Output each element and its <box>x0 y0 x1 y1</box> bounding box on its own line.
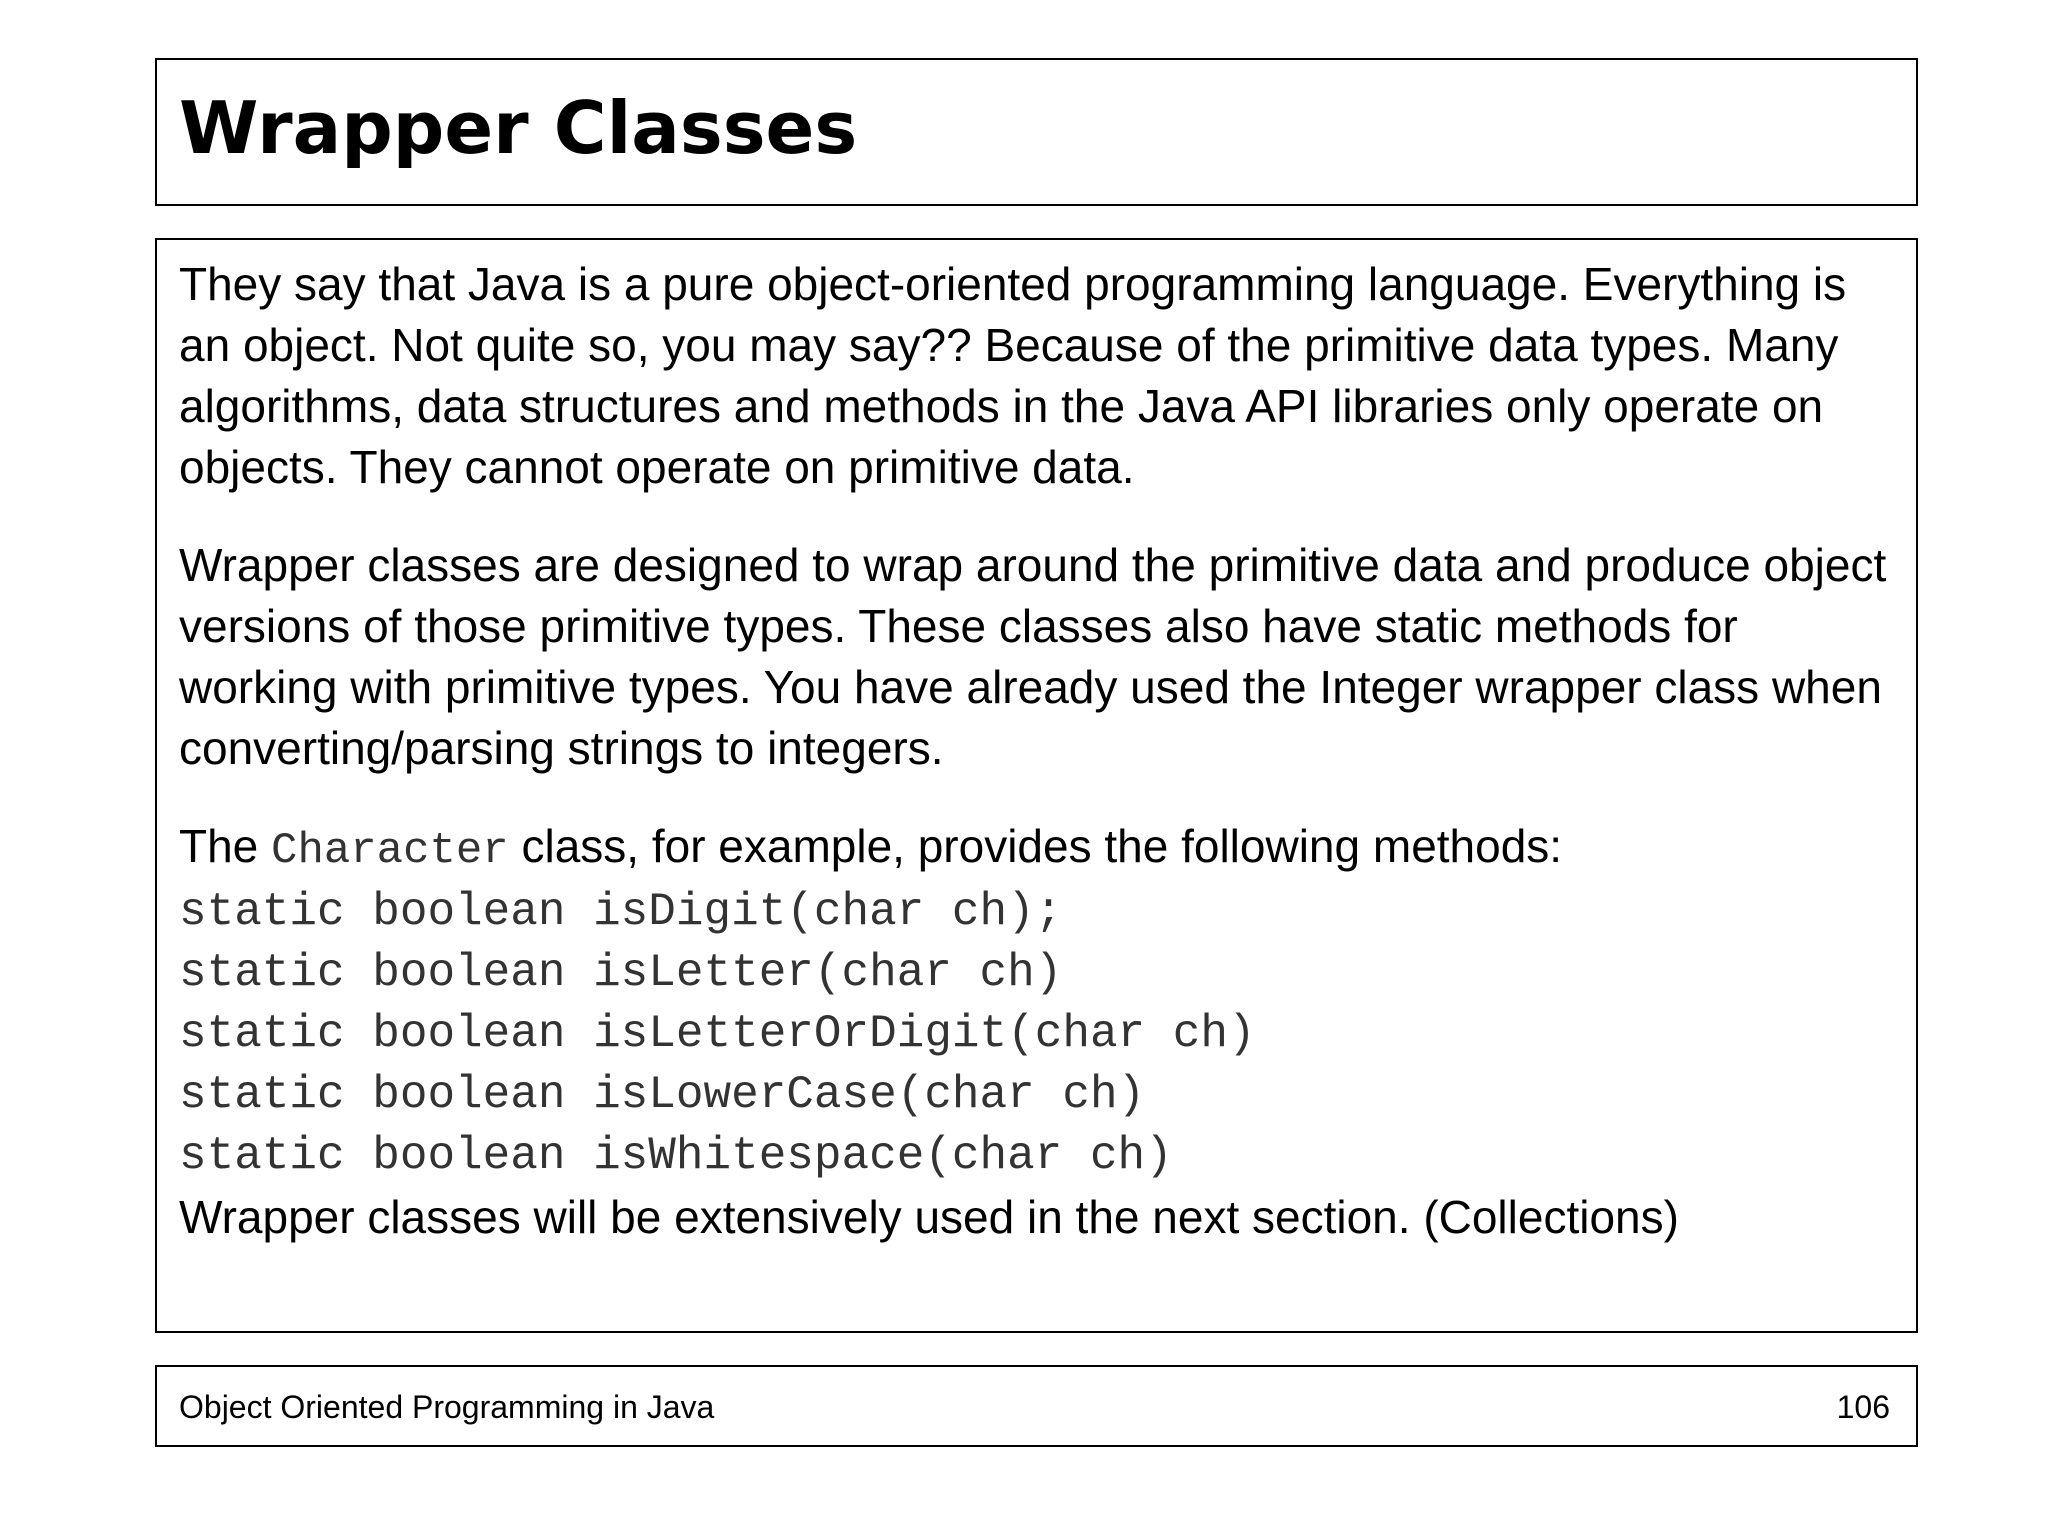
paragraph-java-objects: They say that Java is a pure object-oriented programming language. Everything is an object. Not quite so, you may say?? Because of the primitive data types. Many algorithms, data structures and methods in the Java API libraries only operate on objects. They cannot operate on primitive data. <box>179 258 1847 493</box>
paragraph-wrapper-classes: Wrapper classes are designed to wrap around the primitive data and produce object versions of those primitive types. These classes also have static methods for working with primitive types. You have already used the Integer wrapper class when converting/parsing strings to integers. <box>179 539 1887 774</box>
content-box <box>155 238 1918 1333</box>
slide-title: Wrapper Classes <box>179 86 858 170</box>
method-is-letter-or-digit: static boolean isLetterOrDigit(char ch) <box>179 1008 1256 1060</box>
intro-text-before: The <box>179 820 272 872</box>
footer-box <box>155 1365 1918 1447</box>
footer-course-title: Object Oriented Programming in Java <box>179 1389 715 1425</box>
intro-text-after: class, for example, provides the following methods: <box>508 820 1563 872</box>
method-is-digit: static boolean isDigit(char ch); <box>179 886 1063 938</box>
method-is-letter: static boolean isLetter(char ch) <box>179 947 1063 999</box>
method-is-whitespace: static boolean isWhitespace(char ch) <box>179 1130 1173 1182</box>
character-intro <box>179 816 1899 882</box>
title-box <box>155 58 1918 206</box>
closing-sentence: Wrapper classes will be extensively used in the next section. (Collections) <box>179 1191 1679 1243</box>
method-is-lower-case: static boolean isLowerCase(char ch) <box>179 1069 1146 1121</box>
character-class-name: Character <box>271 826 509 876</box>
paragraph-character-class <box>179 816 1899 1248</box>
method-list <box>179 882 1899 1187</box>
footer-page-number: 106 <box>1836 1389 1890 1425</box>
slide-content <box>179 254 1899 1248</box>
